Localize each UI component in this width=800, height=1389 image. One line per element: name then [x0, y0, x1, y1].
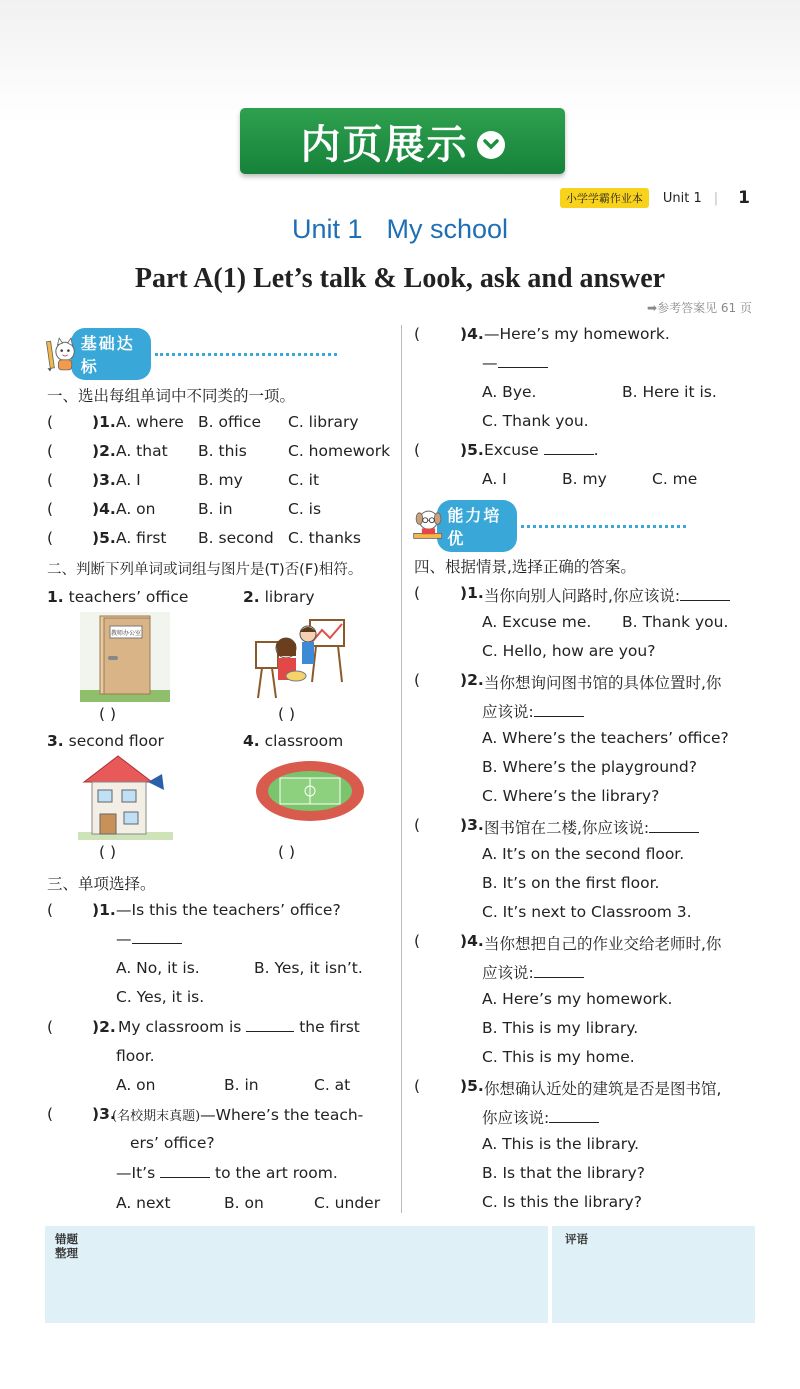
dog-desk-icon [412, 505, 443, 547]
answer-paren[interactable]: ( [47, 413, 54, 431]
comments-label[interactable]: 评语 [565, 1232, 588, 1246]
q4-number: )4. [460, 932, 484, 950]
q4-title: 四、根据情景,选择正确的答案。 [414, 558, 636, 576]
column-divider [401, 325, 402, 1213]
notes-panel [45, 1226, 755, 1323]
answer-paren[interactable]: ( [47, 471, 54, 489]
option-c: C. Yes, it is. [116, 988, 205, 1006]
q3-number: )3. [92, 1105, 116, 1123]
section-dots [155, 353, 337, 356]
q4-number: )3. [460, 816, 484, 834]
q3-4-answer: — [482, 354, 548, 372]
answer-blank[interactable] [132, 932, 182, 944]
answer-paren[interactable]: ( [414, 325, 421, 343]
option-b: B. Thank you. [622, 613, 729, 631]
option-b: B. office [198, 413, 262, 431]
answer-blank[interactable] [680, 589, 730, 601]
q4-1-text: 当你向别人问路时,你应该说: [484, 584, 730, 606]
answer-paren[interactable]: ( [47, 529, 54, 547]
option-c: C. at [314, 1076, 351, 1094]
option-a: A. on [116, 1076, 156, 1094]
q3-3-text: (名校期末真题)—Where’s the teach- [112, 1106, 364, 1124]
office-door-picture [80, 612, 170, 702]
q4-2-text-cont: 应该说: [482, 700, 584, 722]
q3-number: )5. [460, 441, 484, 459]
option-b: B. It’s on the first floor. [482, 874, 660, 892]
door-sign-text: 教师办公室 [110, 630, 142, 637]
q3-5-text: Excuse . [484, 441, 599, 459]
house-picture [78, 752, 173, 840]
q1-row-2 [47, 442, 53, 460]
q2-answer-3[interactable]: ( ) [99, 843, 117, 861]
q3-1-answer: — [116, 930, 182, 948]
q2-answer-1[interactable]: ( ) [99, 705, 117, 723]
q2-title: 二、判断下列单词或词组与图片是(T)否(F)相符。 [47, 562, 363, 578]
option-c: C. it [288, 471, 320, 489]
option-a: A. I [116, 471, 141, 489]
unit-number: Unit 1 [291, 214, 363, 244]
q2-item-3 [47, 732, 164, 750]
option-a: A. where [116, 413, 184, 431]
q1-number: )5. [92, 529, 116, 547]
q4-3-text: 图书馆在二楼,你应该说: [484, 816, 699, 838]
q1-number: )2. [92, 442, 116, 460]
option-a: A. It’s on the second floor. [482, 845, 685, 863]
q1-number: )4. [92, 500, 116, 518]
answer-paren[interactable]: ( [414, 816, 421, 834]
sports-track-picture [254, 758, 366, 824]
book-badge: 小学学霸作业本 [560, 188, 649, 208]
q4-5-text-cont: 你应该说: [482, 1106, 599, 1128]
q4-4-text: 当你想把自己的作业交给老师时,你 [484, 935, 722, 953]
q2-number: 2. [243, 588, 260, 606]
answer-blank[interactable] [649, 821, 699, 833]
answer-paren[interactable]: ( [414, 441, 421, 459]
option-c: C. Where’s the library? [482, 787, 660, 805]
option-c: C. Thank you. [482, 412, 589, 430]
q1-row-5 [47, 529, 53, 547]
q2-number: 4. [243, 732, 260, 750]
option-a: A. No, it is. [116, 959, 200, 977]
answer-paren[interactable]: ( [47, 1105, 54, 1123]
q2-answer-4[interactable]: ( ) [278, 843, 296, 861]
section-basic-header [45, 328, 337, 380]
q4-number: )2. [460, 671, 484, 689]
section-dots [521, 525, 686, 528]
q3-4-text: —Here’s my homework. [484, 325, 670, 343]
answer-paren[interactable]: ( [414, 1077, 421, 1095]
option-a: A. Here’s my homework. [482, 990, 673, 1008]
option-b: B. on [224, 1194, 264, 1212]
answer-blank[interactable] [160, 1166, 210, 1178]
header-separator: | [713, 190, 719, 206]
banner-title: 内页展示 [300, 121, 469, 168]
option-a: A. This is the library. [482, 1135, 640, 1153]
option-a: A. on [116, 500, 156, 518]
option-a: A. Where’s the teachers’ office? [482, 729, 729, 747]
q3-1-text: —Is this the teachers’ office? [116, 901, 341, 919]
q3-2-text-cont: floor. [116, 1047, 155, 1065]
option-b: B. Here it is. [622, 383, 717, 401]
q2-label: library [264, 588, 315, 606]
option-b: B. this [198, 442, 247, 460]
chevron-down-icon[interactable] [477, 131, 505, 159]
option-b: B. second [198, 529, 274, 547]
q2-label: second floor [68, 732, 164, 750]
q2-item-1 [47, 588, 188, 606]
q4-number: )1. [460, 584, 484, 602]
page-header [560, 188, 750, 208]
page-number: 1 [738, 188, 750, 208]
cat-pencil-icon [45, 333, 77, 375]
q2-item-2 [243, 588, 315, 606]
part-title: Part A(1) Let’s talk & Look, ask and answer [134, 263, 666, 294]
q3-number: )2. [92, 1018, 116, 1036]
q4-5-text: 你想确认近处的建筑是否是图书馆, [484, 1080, 722, 1098]
q2-number: 1. [47, 588, 64, 606]
top-band [0, 0, 800, 125]
q1-number: )3. [92, 471, 116, 489]
section-basic-label: 基础达标 [71, 328, 151, 380]
q1-row-4 [47, 500, 53, 518]
answer-paren[interactable]: ( [47, 901, 54, 919]
option-c: C. homework [288, 442, 391, 460]
option-b: B. Is that the library? [482, 1164, 645, 1182]
page-banner [240, 108, 565, 174]
answer-blank[interactable] [534, 966, 584, 978]
option-a: A. that [116, 442, 168, 460]
unit-title [0, 214, 800, 245]
mistakes-label[interactable]: 错题 整理 [55, 1232, 78, 1260]
q1-title: 一、选出每组单词中不同类的一项。 [47, 387, 296, 405]
option-b: B. in [224, 1076, 259, 1094]
option-c: C. It’s next to Classroom 3. [482, 903, 692, 921]
option-a: A. next [116, 1194, 171, 1212]
q1-row-3 [47, 471, 53, 489]
q3-3-answer: —It’s to the art room. [116, 1164, 338, 1182]
header-unit: Unit 1 [662, 190, 702, 206]
answer-blank[interactable] [544, 443, 594, 455]
q2-answer-2[interactable]: ( ) [278, 705, 296, 723]
answer-paren[interactable]: ( [414, 671, 421, 689]
option-c: C. me [652, 470, 698, 488]
option-b: B. my [198, 471, 243, 489]
q3-title: 三、单项选择。 [47, 875, 156, 893]
option-a: A. first [116, 529, 167, 547]
option-a: A. Excuse me. [482, 613, 592, 631]
answer-paren[interactable]: ( [47, 442, 54, 460]
option-a: A. I [482, 470, 507, 488]
exam-tag: (名校期末真题) [112, 1109, 201, 1124]
answer-blank[interactable] [549, 1111, 599, 1123]
section-advanced-header [412, 500, 686, 552]
q3-3-text-cont: ers’ office? [130, 1134, 215, 1152]
answer-blank[interactable] [498, 356, 548, 368]
answer-paren[interactable]: ( [47, 500, 54, 518]
painting-kids-picture [250, 612, 350, 702]
option-c: C. thanks [288, 529, 361, 547]
answer-paren[interactable]: ( [414, 584, 421, 602]
unit-name: My school [386, 214, 509, 244]
answer-paren[interactable]: ( [414, 932, 421, 950]
q1-row-1 [47, 413, 53, 431]
q2-item-4 [243, 732, 343, 750]
option-c: C. library [288, 413, 359, 431]
option-a: A. Bye. [482, 383, 537, 401]
q2-label: classroom [264, 732, 344, 750]
section-advanced-label: 能力培优 [437, 500, 516, 552]
option-b: B. in [198, 500, 233, 518]
answer-blank[interactable] [246, 1020, 294, 1032]
option-c: C. Hello, how are you? [482, 642, 656, 660]
q1-number: )1. [92, 413, 116, 431]
option-c: C. This is my home. [482, 1048, 635, 1066]
q3-number: )1. [92, 901, 116, 919]
answer-reference: ➡参考答案见 61 页 [647, 301, 752, 315]
q2-label: teachers’ office [68, 588, 189, 606]
option-b: B. Where’s the playground? [482, 758, 697, 776]
answer-paren[interactable]: ( [47, 1018, 54, 1036]
option-c: C. is [288, 500, 322, 518]
answer-blank[interactable] [534, 705, 584, 717]
notes-divider [548, 1226, 552, 1323]
option-c: C. Is this the library? [482, 1193, 642, 1211]
q3-number: )4. [460, 325, 484, 343]
q4-4-text-cont: 应该说: [482, 961, 584, 983]
option-c: C. under [314, 1194, 381, 1212]
option-b: B. Yes, it isn’t. [254, 959, 363, 977]
q3-2-text: My classroom is the first [118, 1018, 360, 1036]
q4-number: )5. [460, 1077, 484, 1095]
q4-2-text: 当你想询问图书馆的具体位置时,你 [484, 674, 722, 692]
option-b: B. This is my library. [482, 1019, 639, 1037]
option-b: B. my [562, 470, 607, 488]
q2-number: 3. [47, 732, 64, 750]
